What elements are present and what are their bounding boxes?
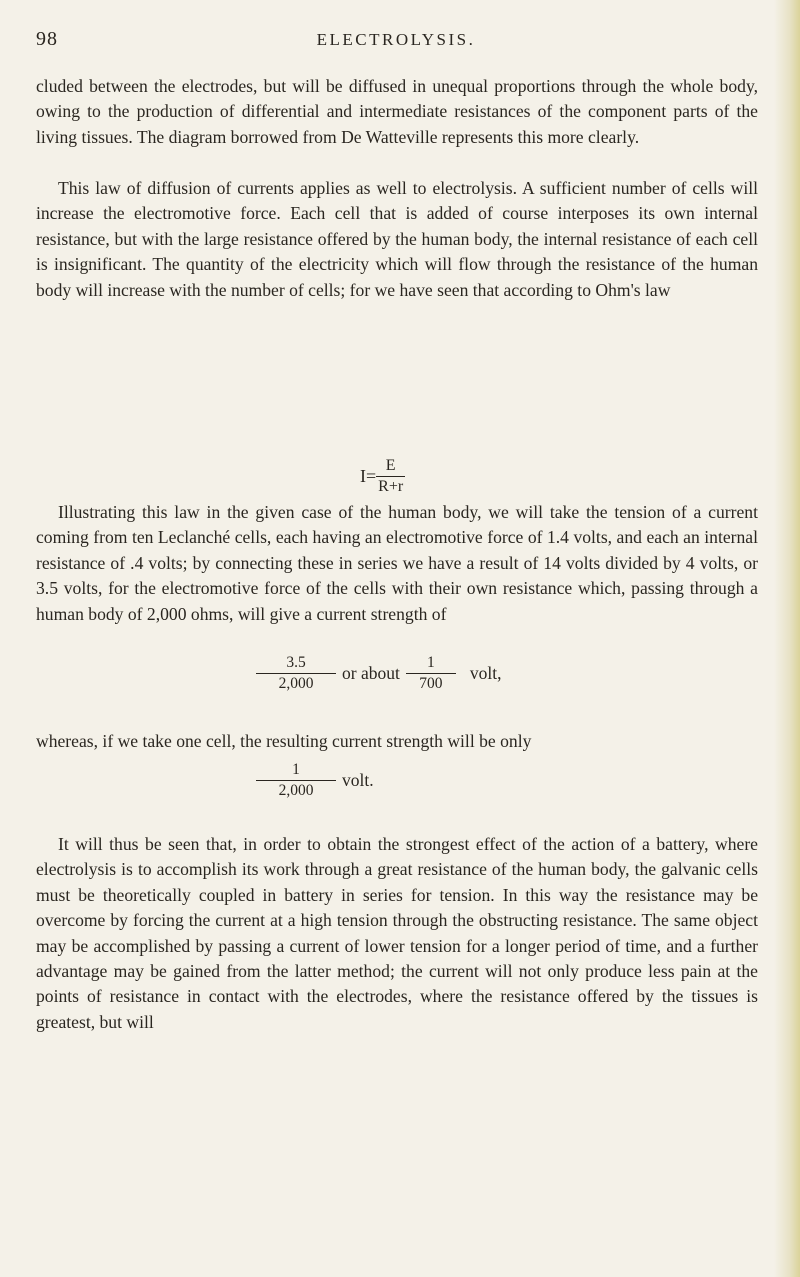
- page-header: [36, 28, 756, 58]
- equation-1-connector: or about: [342, 663, 400, 683]
- formula-lhs: I=: [360, 466, 377, 486]
- formula-fraction: [376, 456, 405, 497]
- paragraph-4: whereas, if we take one cell, the resulting current strength will be only: [36, 731, 532, 751]
- paragraph-5: It will thus be seen that, in order to obtain the strongest effect of the action of a battery, where electrolysis is to accomplish its work through a great resistance of the human body, the galvanic cells must be theoretically coupled in battery in series for tension. In this way the resistance may be overcome by forcing the current at a high tension through the obstructing resistance. The same object may be accomplished by passing a current of lower tension for a longer period of time, and a further advantage may be gained from the latter method; the current will not only produce less pain at the points of resistance in contact with the electrodes, where the resistance offered by the tissues is greatest, but will: [36, 834, 758, 1032]
- equation-1-fraction-a: [256, 653, 336, 694]
- paragraph-1: cluded between the electrodes, but will be diffused in unequal proportions through the whole body, owing to the production of differential and intermediate resistances of the component parts of the living tissues. The diagram borrowed from De Watteville represents this more clearly.: [36, 76, 758, 147]
- equation-2-unit: volt.: [342, 770, 374, 790]
- equation-1-numerator-b: 1: [426, 654, 435, 671]
- equation-2-denominator: 2,000: [278, 782, 314, 799]
- equation-1-numerator-a: 3.5: [286, 654, 306, 671]
- paragraph-2: This law of diffusion of currents applies as well to electrolysis. A sufficient number of cells will increase the electromotive force. Each cell that is added of course interposes its own internal resistance, but with the large resistance offered by the human body, the internal resistance of each cell is insignificant. The quantity of the electricity which will flow through the resistance of the human body will increase with the number of cells; for we have seen that according to Ohm's law: [36, 178, 758, 300]
- current-equation-ten-cells: [256, 653, 501, 694]
- formula-denominator: R+r: [378, 478, 404, 495]
- current-equation-one-cell: [256, 760, 374, 801]
- equation-1-fraction-b: [406, 653, 456, 694]
- equation-2-numerator: 1: [292, 761, 300, 778]
- page-edge-discoloration: [774, 0, 800, 1277]
- page-number: 98: [36, 28, 58, 50]
- running-head: ELECTROLYSIS.: [316, 30, 476, 49]
- equation-2-fraction: [256, 760, 336, 801]
- equation-1-denominator-a: 2,000: [278, 675, 314, 692]
- equation-1-denominator-b: 700: [419, 675, 443, 692]
- ohm-law-formula: [360, 456, 405, 497]
- paragraph-3: Illustrating this law in the given case of the human body, we will take the tension of a current coming from ten Leclanché cells, each having an electromotive force of 1.4 volts, and each an internal resistance of .4 volts; by connecting these in series we have a result of 14 volts divided by 4 volts, or 3.5 volts, for the electromotive force of the cells with their own resistance which, passing through a human body of 2,000 ohms, will give a current strength of: [36, 502, 758, 624]
- formula-numerator: E: [385, 457, 396, 474]
- equation-1-unit: volt,: [469, 663, 502, 683]
